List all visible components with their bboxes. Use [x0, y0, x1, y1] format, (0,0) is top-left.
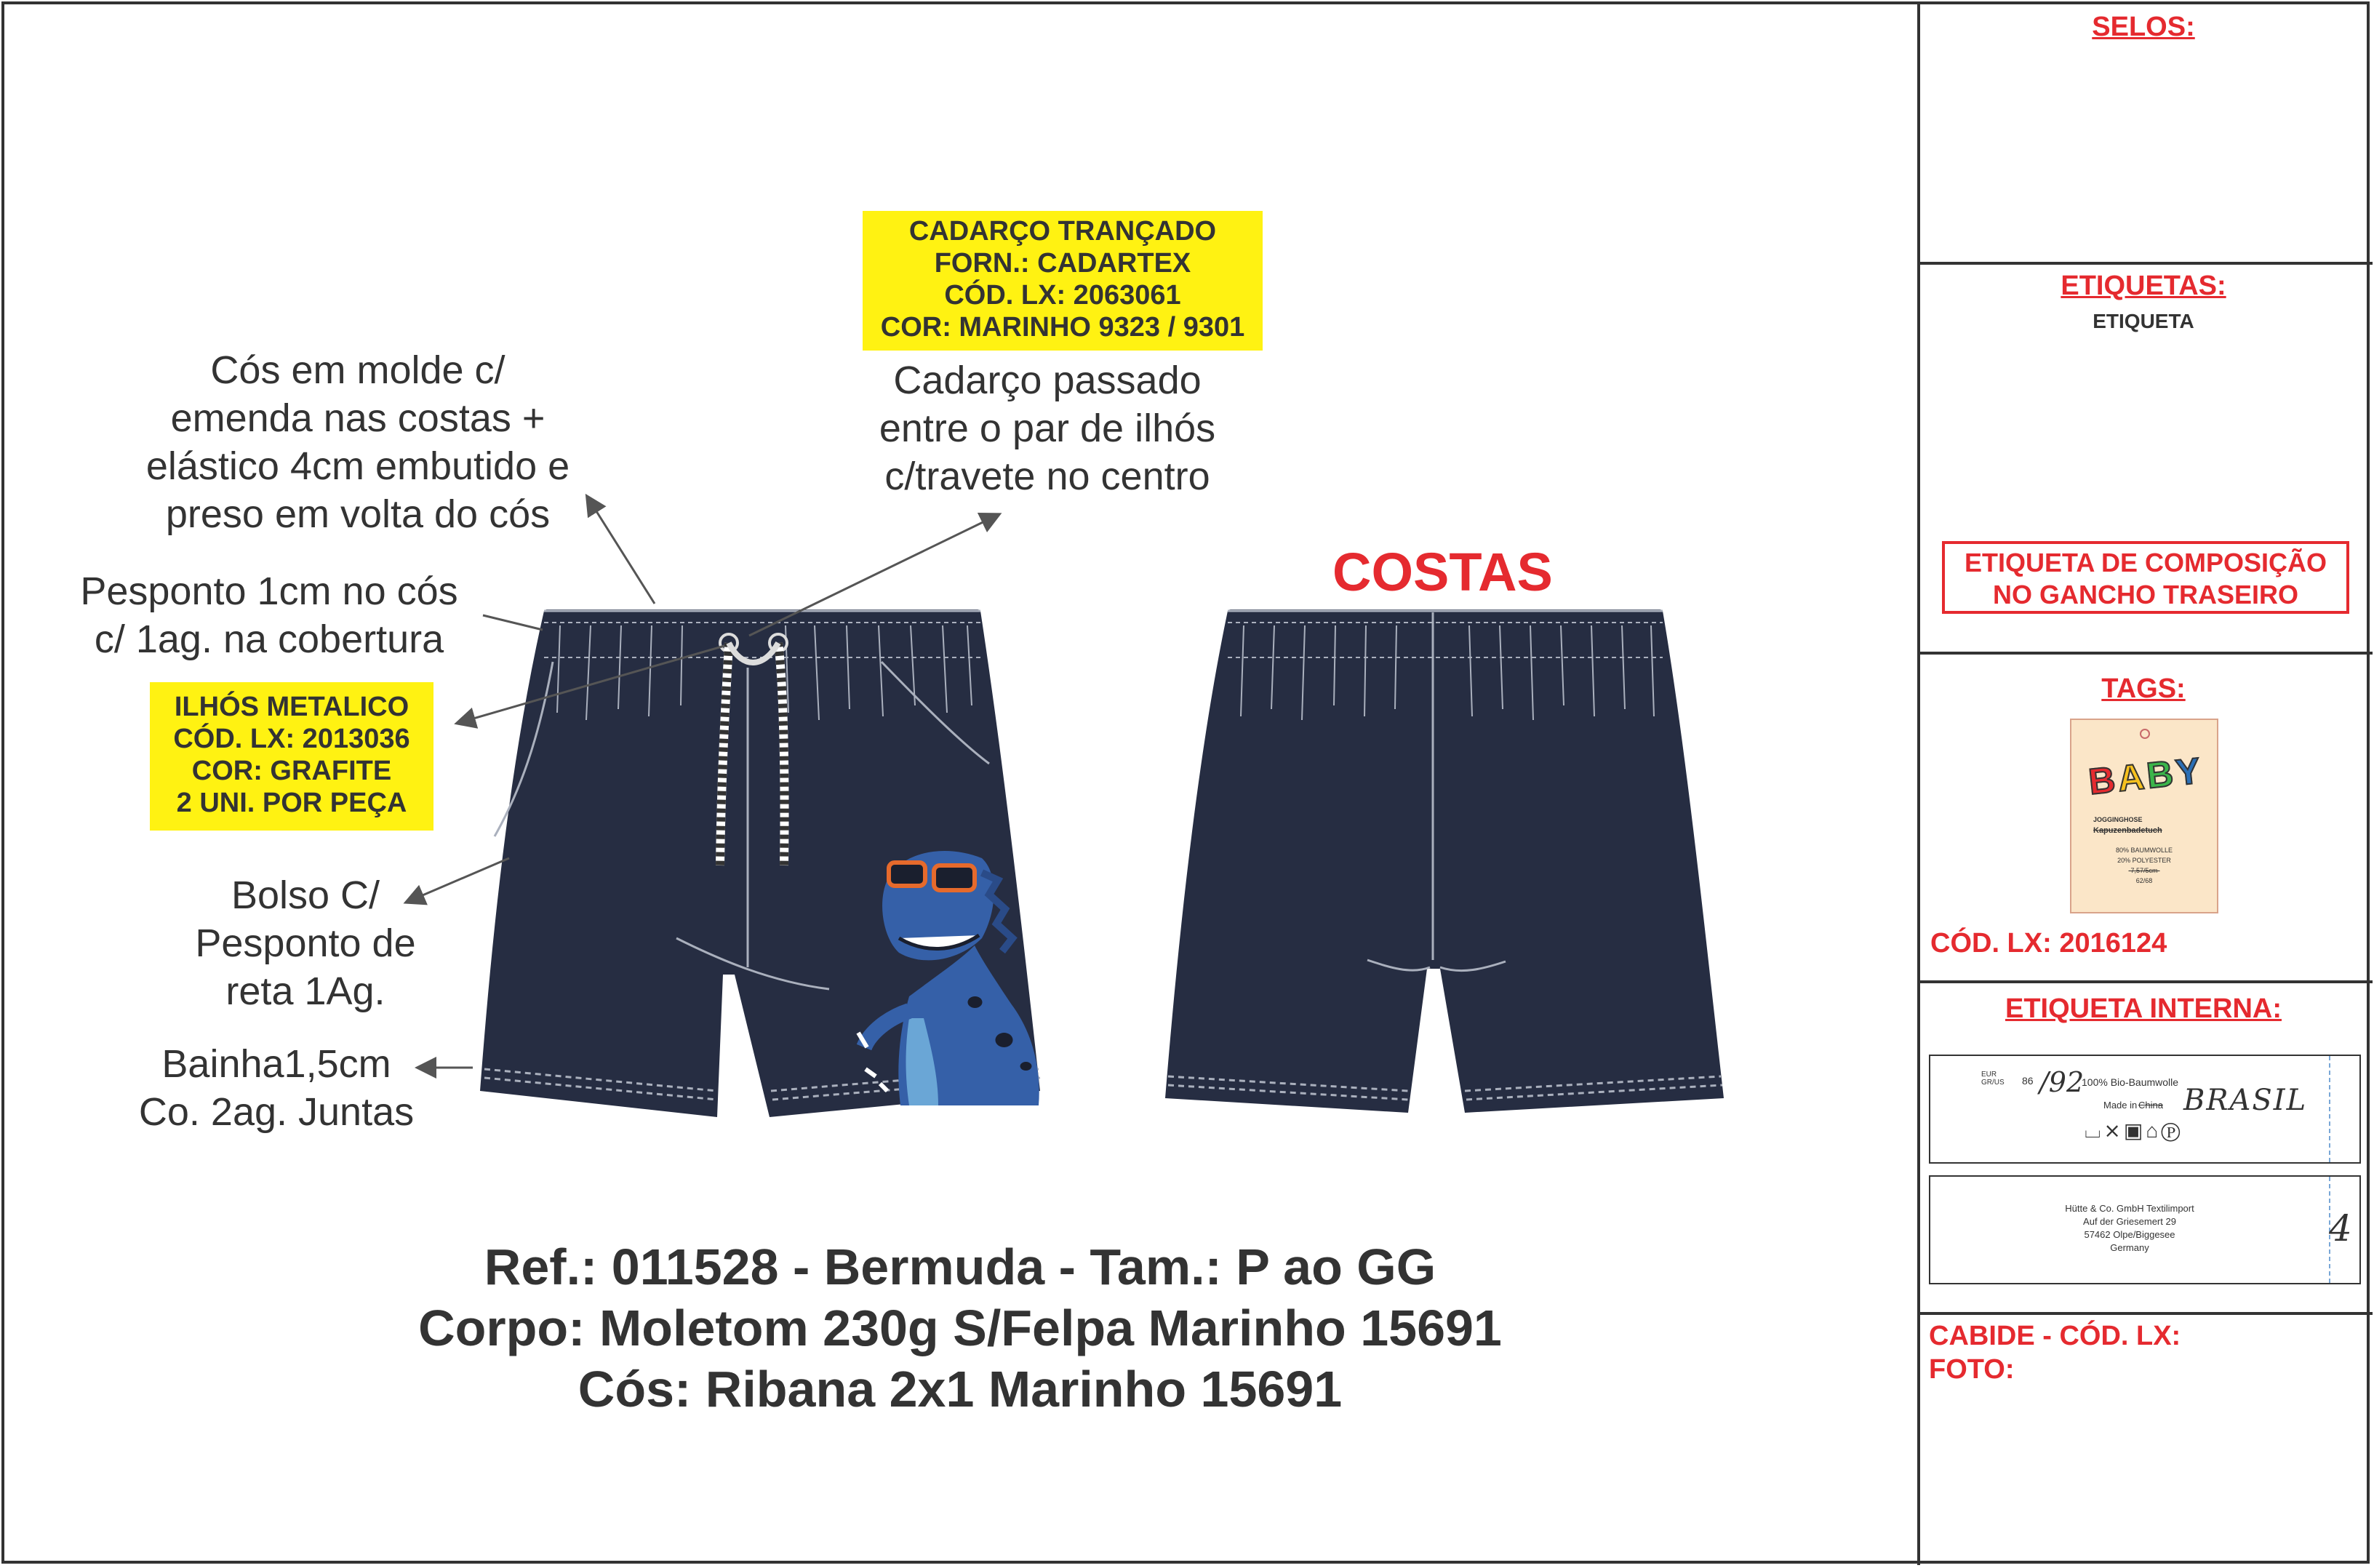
internal-label-care: [1929, 1055, 2361, 1164]
spec-line: CÓD. LX: 2063061: [944, 280, 1181, 311]
note-bainha: [124, 1040, 429, 1136]
etiqueta-interna-title: ETIQUETA INTERNA:: [2005, 993, 2282, 1024]
tag-line: 80% BAUMWOLLE: [2115, 847, 2173, 854]
tags-title: TAGS:: [2101, 673, 2186, 704]
address-line: Germany: [2110, 1242, 2149, 1253]
spec-line: CADARÇO TRANÇADO: [908, 216, 1217, 247]
sidebar-divider: [1917, 652, 2373, 655]
label-number: 4: [2329, 1207, 2352, 1249]
address-line: Hütte & Co. GmbH Textilimport: [2065, 1203, 2194, 1214]
arrow-icon: [483, 615, 543, 630]
address-line: Auf der Griesemert 29: [2083, 1216, 2176, 1227]
cadarco-spec-box: [863, 211, 1263, 351]
tag-card: [2070, 719, 2218, 913]
address-line: 57462 Olpe/Biggesee: [2084, 1229, 2175, 1240]
dino-glasses-left: [889, 863, 925, 886]
note-line: preso em volta do cós: [165, 492, 551, 536]
composition-line: NO GANCHO TRASEIRO: [1992, 580, 2298, 609]
foto-label: FOTO:: [1929, 1354, 2015, 1385]
note-line: Bolso C/: [231, 873, 380, 917]
label-size-a: 86: [2022, 1075, 2034, 1087]
label-struck-country: China: [2138, 1100, 2163, 1111]
costas-label: COSTAS: [1332, 542, 1553, 602]
cos-line: Cós: Ribana 2x1 Marinho 15691: [577, 1361, 1343, 1417]
selos-title: SELOS:: [2092, 12, 2195, 42]
label-cut-line: [2329, 1056, 2330, 1162]
back-shorts: [1165, 609, 1724, 1113]
label-made-in: Made in: [2103, 1100, 2138, 1111]
label-material: 100% Bio-Baumwolle: [2082, 1076, 2179, 1088]
spec-line: CÓD. LX: 2013036: [173, 724, 410, 754]
label-size-b: /92: [2039, 1066, 2085, 1098]
label-country: BRASIL: [2183, 1084, 2308, 1117]
tag-line: JOGGINGHOSE: [2093, 816, 2143, 823]
composition-line: ETIQUETA DE COMPOSIÇÃO: [1964, 548, 2327, 577]
note-line: emenda nas costas +: [170, 396, 545, 440]
composition-label-box: [1942, 541, 2349, 614]
tag-brand-text: BABY: [2087, 749, 2205, 803]
tag-hole-icon: [2140, 729, 2150, 739]
sidebar-divider: [1917, 980, 2373, 983]
note-line: Cós em molde c/: [210, 348, 505, 392]
spec-line: COR: GRAFITE: [191, 756, 392, 786]
note-line: Cadarço passado: [893, 359, 1202, 402]
internal-label-address: [1929, 1175, 2361, 1284]
label-size-prefix: EUR GR/US: [1981, 1071, 2005, 1087]
tag-line: 20% POLYESTER: [2117, 857, 2171, 864]
back-shorts-body: [1165, 611, 1724, 1113]
tag-brand: [2082, 748, 2210, 812]
etiquetas-title: ETIQUETAS:: [2061, 271, 2226, 301]
care-symbols-icon: ⌴⨯▣⌂Ⓟ: [2085, 1119, 2183, 1142]
arrow-icon: [588, 497, 655, 604]
note-line: Co. 2ag. Juntas: [138, 1090, 415, 1134]
corpo-line: Corpo: Moletom 230g S/Felpa Marinho 15691: [418, 1300, 1502, 1356]
note-line: elástico 4cm embutido e: [145, 444, 570, 488]
tag-line: -7,57/5cm-: [2128, 867, 2160, 874]
spec-line: ILHÓS METALICO: [174, 692, 409, 722]
note-line: Pesponto 1cm no cós: [80, 569, 458, 613]
tag-code: CÓD. LX: 2016124: [1930, 928, 2167, 959]
note-line: Bainha1,5cm: [161, 1042, 391, 1086]
note-cos: [124, 346, 592, 538]
sidebar-divider: [1917, 1312, 2373, 1315]
spec-line: FORN.: CADARTEX: [934, 248, 1191, 279]
note-line: c/ 1ag. na cobertura: [94, 617, 444, 661]
spec-line: COR: MARINHO 9323 / 9301: [880, 312, 1245, 343]
tag-line: Kapuzenbadetuch: [2093, 826, 2162, 835]
etiquetas-sub: ETIQUETA: [2093, 310, 2194, 332]
ilhos-spec-box: [150, 682, 433, 831]
note-cadarco: [844, 356, 1251, 500]
tag-line: 62/68: [2135, 877, 2153, 884]
note-pesponto: [58, 567, 480, 663]
front-shorts: [480, 609, 1040, 1117]
cabide-label: CABIDE - CÓD. LX:: [1929, 1321, 2181, 1351]
ref-line: Ref.: 011528 - Bermuda - Tam.: P ao GG: [484, 1239, 1436, 1295]
note-line: Pesponto de: [195, 921, 416, 965]
note-bolso: [145, 871, 465, 1015]
note-line: c/travete no centro: [884, 455, 1210, 498]
spec-line: 2 UNI. POR PEÇA: [176, 788, 407, 818]
note-line: reta 1Ag.: [225, 969, 385, 1013]
note-line: entre o par de ilhós: [879, 407, 1216, 450]
sidebar-divider: [1917, 262, 2373, 265]
dino-glasses-right: [934, 865, 975, 890]
